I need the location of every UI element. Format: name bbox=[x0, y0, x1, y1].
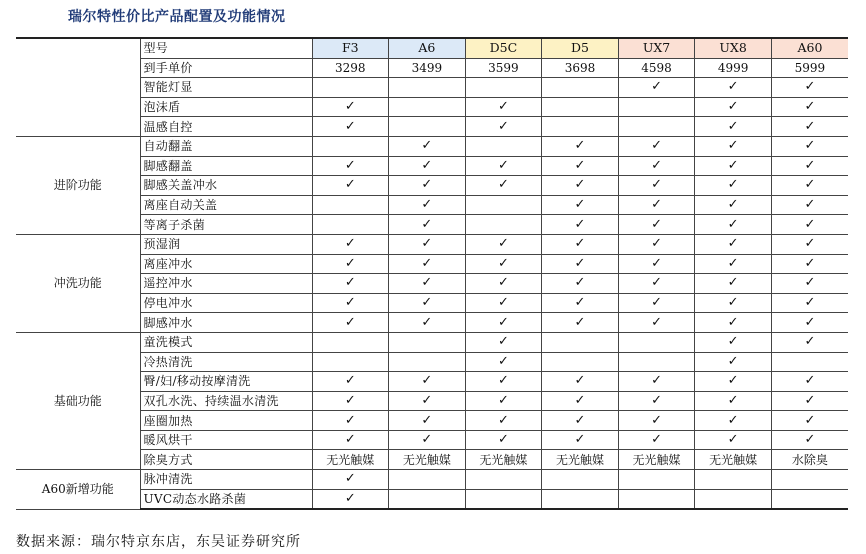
check-icon: ✓ bbox=[312, 274, 389, 294]
check-icon: ✓ bbox=[695, 391, 772, 411]
check-icon: ✓ bbox=[771, 234, 848, 254]
check-icon: ✓ bbox=[618, 195, 695, 215]
value-cell bbox=[618, 332, 695, 352]
value-cell bbox=[465, 136, 542, 156]
value-cell bbox=[618, 352, 695, 372]
value-cell bbox=[465, 489, 542, 509]
value-cell bbox=[465, 195, 542, 215]
check-icon: ✓ bbox=[465, 293, 542, 313]
model-header-ux8: UX8 bbox=[695, 38, 772, 58]
check-icon: ✓ bbox=[389, 234, 466, 254]
check-icon: ✓ bbox=[618, 78, 695, 98]
table-row bbox=[16, 450, 848, 470]
value-cell bbox=[465, 215, 542, 235]
feature-label: 脚感冲水 bbox=[140, 313, 312, 333]
feature-label: 脚感关盖冲水 bbox=[140, 176, 312, 196]
check-icon: ✓ bbox=[771, 117, 848, 137]
value-cell bbox=[771, 489, 848, 509]
table-row bbox=[16, 176, 848, 196]
value-cell: 3599 bbox=[465, 58, 542, 78]
check-icon: ✓ bbox=[465, 332, 542, 352]
model-header-d5c: D5C bbox=[465, 38, 542, 58]
value-cell bbox=[542, 489, 619, 509]
table-row bbox=[16, 234, 848, 254]
feature-label: 双孔水洗、持续温水清洗 bbox=[140, 391, 312, 411]
check-icon: ✓ bbox=[771, 78, 848, 98]
group-cell: 基础功能 bbox=[16, 332, 140, 469]
check-icon: ✓ bbox=[389, 156, 466, 176]
check-icon: ✓ bbox=[542, 293, 619, 313]
table-row bbox=[16, 156, 848, 176]
check-icon: ✓ bbox=[771, 391, 848, 411]
table-row bbox=[16, 470, 848, 490]
table-row bbox=[16, 136, 848, 156]
table-row bbox=[16, 58, 848, 78]
value-cell bbox=[312, 136, 389, 156]
header-row bbox=[16, 38, 848, 58]
check-icon: ✓ bbox=[389, 254, 466, 274]
value-cell: 无光触媒 bbox=[618, 450, 695, 470]
check-icon: ✓ bbox=[542, 195, 619, 215]
group-cell: 进阶功能 bbox=[16, 136, 140, 234]
value-cell: 无光触媒 bbox=[695, 450, 772, 470]
check-icon: ✓ bbox=[465, 391, 542, 411]
value-cell: 3698 bbox=[542, 58, 619, 78]
table-row bbox=[16, 313, 848, 333]
feature-label: 预湿润 bbox=[140, 234, 312, 254]
check-icon: ✓ bbox=[542, 136, 619, 156]
value-cell bbox=[389, 352, 466, 372]
value-cell bbox=[312, 332, 389, 352]
check-icon: ✓ bbox=[389, 391, 466, 411]
check-icon: ✓ bbox=[695, 293, 772, 313]
feature-label: 温感自控 bbox=[140, 117, 312, 137]
feature-label: 脉冲清洗 bbox=[140, 470, 312, 490]
check-icon: ✓ bbox=[312, 430, 389, 450]
check-icon: ✓ bbox=[389, 411, 466, 431]
check-icon: ✓ bbox=[312, 97, 389, 117]
check-icon: ✓ bbox=[695, 372, 772, 392]
check-icon: ✓ bbox=[695, 156, 772, 176]
check-icon: ✓ bbox=[695, 97, 772, 117]
value-cell: 无光触媒 bbox=[312, 450, 389, 470]
check-icon: ✓ bbox=[465, 372, 542, 392]
model-header-f3: F3 bbox=[312, 38, 389, 58]
check-icon: ✓ bbox=[312, 117, 389, 137]
feature-label: 到手单价 bbox=[140, 58, 312, 78]
value-cell bbox=[618, 97, 695, 117]
check-icon: ✓ bbox=[618, 234, 695, 254]
check-icon: ✓ bbox=[695, 117, 772, 137]
check-icon: ✓ bbox=[465, 352, 542, 372]
value-cell bbox=[542, 332, 619, 352]
check-icon: ✓ bbox=[542, 176, 619, 196]
feature-label: 离座自动关盖 bbox=[140, 195, 312, 215]
table-row bbox=[16, 293, 848, 313]
check-icon: ✓ bbox=[695, 332, 772, 352]
table-row bbox=[16, 97, 848, 117]
check-icon: ✓ bbox=[618, 254, 695, 274]
check-icon: ✓ bbox=[695, 313, 772, 333]
group-cell bbox=[16, 38, 140, 136]
source-note: 数据来源：瑞尔特京东店，东吴证券研究所 bbox=[16, 534, 301, 550]
check-icon: ✓ bbox=[695, 176, 772, 196]
check-icon: ✓ bbox=[312, 489, 389, 509]
check-icon: ✓ bbox=[542, 313, 619, 333]
feature-label: 智能灯显 bbox=[140, 78, 312, 98]
check-icon: ✓ bbox=[618, 430, 695, 450]
check-icon: ✓ bbox=[695, 411, 772, 431]
check-icon: ✓ bbox=[465, 313, 542, 333]
model-header-a6: A6 bbox=[389, 38, 466, 58]
check-icon: ✓ bbox=[695, 215, 772, 235]
check-icon: ✓ bbox=[465, 274, 542, 294]
value-cell bbox=[695, 470, 772, 490]
value-cell bbox=[618, 489, 695, 509]
check-icon: ✓ bbox=[465, 254, 542, 274]
check-icon: ✓ bbox=[389, 372, 466, 392]
check-icon: ✓ bbox=[618, 156, 695, 176]
feature-label: 童洗模式 bbox=[140, 332, 312, 352]
value-cell bbox=[618, 117, 695, 137]
feature-label: 冷热清洗 bbox=[140, 352, 312, 372]
check-icon: ✓ bbox=[542, 234, 619, 254]
value-cell bbox=[542, 78, 619, 98]
check-icon: ✓ bbox=[771, 254, 848, 274]
check-icon: ✓ bbox=[771, 136, 848, 156]
check-icon: ✓ bbox=[312, 156, 389, 176]
check-icon: ✓ bbox=[465, 156, 542, 176]
check-icon: ✓ bbox=[542, 372, 619, 392]
check-icon: ✓ bbox=[389, 430, 466, 450]
check-icon: ✓ bbox=[618, 391, 695, 411]
page-title: 瑞尔特性价比产品配置及功能情况 bbox=[68, 9, 286, 25]
check-icon: ✓ bbox=[389, 195, 466, 215]
value-cell bbox=[389, 78, 466, 98]
table-row bbox=[16, 254, 848, 274]
check-icon: ✓ bbox=[695, 195, 772, 215]
value-cell bbox=[389, 332, 466, 352]
check-icon: ✓ bbox=[312, 234, 389, 254]
feature-label: 遥控冲水 bbox=[140, 274, 312, 294]
feature-label: 离座冲水 bbox=[140, 254, 312, 274]
check-icon: ✓ bbox=[312, 313, 389, 333]
check-icon: ✓ bbox=[771, 430, 848, 450]
value-cell bbox=[389, 489, 466, 509]
value-cell: 4598 bbox=[618, 58, 695, 78]
value-cell: 5999 bbox=[771, 58, 848, 78]
check-icon: ✓ bbox=[312, 372, 389, 392]
check-icon: ✓ bbox=[542, 215, 619, 235]
value-cell bbox=[465, 470, 542, 490]
table-row bbox=[16, 489, 848, 509]
value-cell bbox=[312, 215, 389, 235]
table-row bbox=[16, 391, 848, 411]
check-icon: ✓ bbox=[771, 372, 848, 392]
value-cell bbox=[389, 117, 466, 137]
table-row bbox=[16, 215, 848, 235]
check-icon: ✓ bbox=[389, 274, 466, 294]
check-icon: ✓ bbox=[465, 234, 542, 254]
check-icon: ✓ bbox=[542, 254, 619, 274]
feature-label: 等离子杀菌 bbox=[140, 215, 312, 235]
value-cell: 无光触媒 bbox=[389, 450, 466, 470]
check-icon: ✓ bbox=[465, 430, 542, 450]
check-icon: ✓ bbox=[618, 176, 695, 196]
value-cell bbox=[465, 78, 542, 98]
value-cell bbox=[771, 470, 848, 490]
table-row bbox=[16, 372, 848, 392]
value-cell: 3298 bbox=[312, 58, 389, 78]
value-cell bbox=[389, 97, 466, 117]
value-cell bbox=[771, 352, 848, 372]
model-header-d5: D5 bbox=[542, 38, 619, 58]
value-cell bbox=[389, 470, 466, 490]
check-icon: ✓ bbox=[695, 234, 772, 254]
check-icon: ✓ bbox=[465, 176, 542, 196]
feature-label: 停电冲水 bbox=[140, 293, 312, 313]
check-icon: ✓ bbox=[312, 470, 389, 490]
feature-label: 臀/妇/移动按摩清洗 bbox=[140, 372, 312, 392]
check-icon: ✓ bbox=[771, 195, 848, 215]
check-icon: ✓ bbox=[695, 430, 772, 450]
check-icon: ✓ bbox=[618, 215, 695, 235]
table-row bbox=[16, 352, 848, 372]
check-icon: ✓ bbox=[389, 176, 466, 196]
check-icon: ✓ bbox=[771, 313, 848, 333]
model-header-ux7: UX7 bbox=[618, 38, 695, 58]
check-icon: ✓ bbox=[312, 391, 389, 411]
feature-label: 自动翻盖 bbox=[140, 136, 312, 156]
check-icon: ✓ bbox=[771, 215, 848, 235]
product-config-table bbox=[16, 37, 848, 510]
group-cell: 冲洗功能 bbox=[16, 234, 140, 332]
value-cell: 3499 bbox=[389, 58, 466, 78]
check-icon: ✓ bbox=[771, 332, 848, 352]
check-icon: ✓ bbox=[695, 136, 772, 156]
check-icon: ✓ bbox=[618, 313, 695, 333]
check-icon: ✓ bbox=[618, 411, 695, 431]
check-icon: ✓ bbox=[465, 411, 542, 431]
check-icon: ✓ bbox=[771, 411, 848, 431]
check-icon: ✓ bbox=[618, 136, 695, 156]
check-icon: ✓ bbox=[389, 293, 466, 313]
check-icon: ✓ bbox=[618, 293, 695, 313]
value-cell bbox=[542, 97, 619, 117]
check-icon: ✓ bbox=[771, 156, 848, 176]
check-icon: ✓ bbox=[465, 97, 542, 117]
value-cell: 无光触媒 bbox=[542, 450, 619, 470]
check-icon: ✓ bbox=[695, 78, 772, 98]
check-icon: ✓ bbox=[312, 293, 389, 313]
check-icon: ✓ bbox=[312, 411, 389, 431]
table-row bbox=[16, 274, 848, 294]
check-icon: ✓ bbox=[542, 274, 619, 294]
value-cell bbox=[542, 470, 619, 490]
check-icon: ✓ bbox=[542, 391, 619, 411]
feature-label: 除臭方式 bbox=[140, 450, 312, 470]
feature-label: 座圈加热 bbox=[140, 411, 312, 431]
value-cell: 无光触媒 bbox=[465, 450, 542, 470]
value-cell bbox=[312, 195, 389, 215]
check-icon: ✓ bbox=[542, 156, 619, 176]
value-cell bbox=[312, 352, 389, 372]
model-header-a60: A60 bbox=[771, 38, 848, 58]
check-icon: ✓ bbox=[771, 176, 848, 196]
check-icon: ✓ bbox=[618, 372, 695, 392]
check-icon: ✓ bbox=[389, 136, 466, 156]
value-cell bbox=[542, 352, 619, 372]
group-cell: A60新增功能 bbox=[16, 470, 140, 510]
check-icon: ✓ bbox=[771, 293, 848, 313]
value-cell bbox=[312, 78, 389, 98]
check-icon: ✓ bbox=[465, 117, 542, 137]
check-icon: ✓ bbox=[695, 352, 772, 372]
table-row bbox=[16, 195, 848, 215]
check-icon: ✓ bbox=[695, 254, 772, 274]
check-icon: ✓ bbox=[695, 274, 772, 294]
table-row bbox=[16, 332, 848, 352]
feature-label: UVC动态水路杀菌 bbox=[140, 489, 312, 509]
check-icon: ✓ bbox=[389, 313, 466, 333]
value-cell bbox=[618, 470, 695, 490]
check-icon: ✓ bbox=[771, 97, 848, 117]
table-row bbox=[16, 78, 848, 98]
table-row bbox=[16, 117, 848, 137]
feature-label: 泡沫盾 bbox=[140, 97, 312, 117]
value-cell bbox=[695, 489, 772, 509]
check-icon: ✓ bbox=[618, 274, 695, 294]
value-cell bbox=[542, 117, 619, 137]
feature-label: 脚感翻盖 bbox=[140, 156, 312, 176]
model-header-label: 型号 bbox=[140, 38, 312, 58]
feature-label: 暖风烘干 bbox=[140, 430, 312, 450]
value-cell: 4999 bbox=[695, 58, 772, 78]
check-icon: ✓ bbox=[771, 274, 848, 294]
value-cell: 水除臭 bbox=[771, 450, 848, 470]
table-row bbox=[16, 430, 848, 450]
check-icon: ✓ bbox=[389, 215, 466, 235]
check-icon: ✓ bbox=[312, 254, 389, 274]
check-icon: ✓ bbox=[542, 430, 619, 450]
check-icon: ✓ bbox=[312, 176, 389, 196]
check-icon: ✓ bbox=[542, 411, 619, 431]
table-row bbox=[16, 411, 848, 431]
